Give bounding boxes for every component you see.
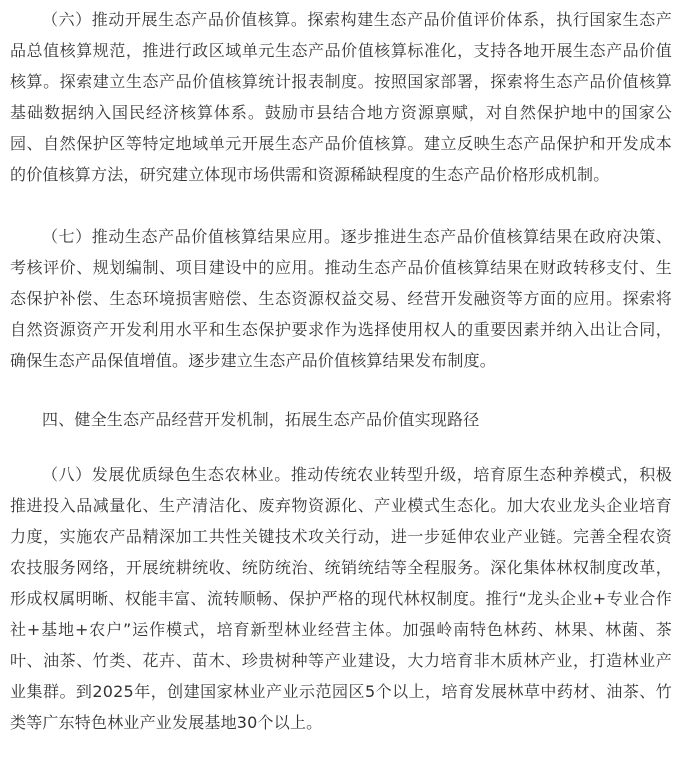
paragraph-spacer (10, 435, 672, 459)
section-heading-4: 四、健全生态产品经营开发机制，拓展生态产品价值实现路径 (42, 410, 480, 429)
paragraph-spacer (10, 376, 672, 404)
paragraph-8: （八）发展优质绿色生态农林业。推动传统农业转型升级，培育原生态种养模式，积极推进投入品减量化、生产清洁化、废弃物资源化、产业模式生态化。加大农业龙头企业培育力度，实施农产品精深加工共性关键技术攻关行动，进一步延伸农业产业链。完善全程农资农技服务网络，开展统耕统收、统防统治、统销统结等全程服务。深化集体林权制度改革，形成权属明晰、权能丰富、流转顺畅、保护严格的现代林权制度。推行“龙头企业+专业合作社+基地+农户”运作模式，培育新型林业经营主体。加强岭南特色林药、林果、林菌、茶叶、油茶、竹类、花卉、苗木、珍贵树种等产业建设，大力培育非木质林产业，打造林业产业集群。到2025年，创建国家林业产业示范园区5个以上，培育发展林草中药材、油茶、竹类等广东特色林业产业发展基地30个以上。 (10, 465, 672, 732)
paragraph-7: （七）推动生态产品价值核算结果应用。逐步推进生态产品价值核算结果在政府决策、考核评价、规划编制、项目建设中的应用。推动生态产品价值核算结果在财政转移支付、生态保护补偿、生态环境损害赔偿、生态资源权益交易、经营开发融资等方面的应用。探索将自然资源资产开发利用水平和生态保护要求作为选择使用权人的重要因素并纳入出让合同，确保生态产品保值增值。逐步建立生态产品价值核算结果发布制度。 (10, 227, 672, 370)
paragraph-spacer (10, 190, 672, 221)
paragraph-6: （六）推动开展生态产品价值核算。探索构建生态产品价值评价体系，执行国家生态产品总值核算规范，推进行政区域单元生态产品价值核算标准化，支持各地开展生态产品价值核算。探索建立生态产品价值核算统计报表制度。按照国家部署，探索将生态产品价值核算基础数据纳入国民经济核算体系。鼓励市县结合地方资源禀赋，对自然保护地中的国家公园、自然保护区等特定地域单元开展生态产品价值核算。建立反映生态产品保护和开发成本的价值核算方法，研究建立体现市场供需和资源稀缺程度的生态产品价格形成机制。 (10, 10, 672, 184)
